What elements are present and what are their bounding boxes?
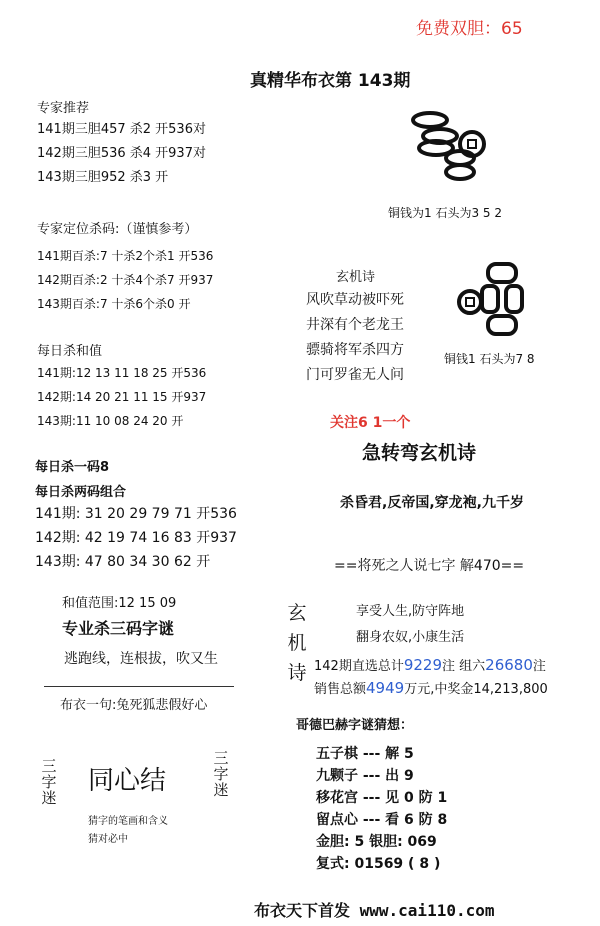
sales-label-c: 注 [532, 659, 546, 674]
goethe-line-3: 移花宫 --- 见 0 防 1 [316, 790, 448, 806]
poem-title: 玄机诗 [336, 270, 376, 285]
three-char-riddle-right: 三字迷 [213, 749, 229, 799]
expert-line-2: 142期三胆536 杀4 开937对 [37, 146, 206, 161]
position-line-1: 141期百杀:7 十杀2个杀1 开536 [37, 249, 214, 263]
coin-stone-illustration-2 [456, 258, 540, 342]
poem-line-3: 骠骑将军杀四方 [306, 342, 404, 358]
sum-line-3: 143期:11 10 08 24 20 开 [37, 414, 184, 428]
expert-heading: 专家推荐 [37, 101, 90, 116]
goethe-line-6: 复式: 01569 ( 8 ) [316, 856, 441, 872]
position-line-2: 142期百杀:2 十杀4个杀7 开937 [37, 273, 214, 287]
goethe-line-2: 九颗子 --- 出 9 [316, 768, 414, 784]
xuanji-line-2: 翻身农奴,小康生活 [356, 630, 465, 645]
expert-line-1: 141期三胆457 杀2 开536对 [37, 122, 206, 137]
riddle-text: 逃跑线，连根拔，吹又生 [64, 651, 218, 667]
sales-label-prize: 万元,中奖金14,213,800 [404, 682, 548, 697]
sales-label-total: 销售总额 [314, 682, 367, 697]
xuanji-line-1: 享受人生,防守阵地 [356, 604, 465, 619]
tongxin-note-1: 猜字的笔画和含义 [88, 816, 168, 827]
sum-line-2: 142期:14 20 21 11 15 开937 [37, 390, 207, 404]
coin-stone-illustration-1 [396, 100, 496, 186]
sales-value-total: 4949 [366, 679, 405, 697]
coins-caption-1: 铜钱为1 石头为3 5 2 [388, 206, 502, 220]
three-char-riddle-left: 三字迷 [41, 757, 57, 807]
poem-line-2: 井深有个老龙王 [306, 317, 404, 333]
kill-line-2: 142期: 42 19 74 16 83 开937 [35, 530, 237, 546]
xuanji-vertical: 玄机诗 [287, 602, 307, 684]
sales-value-group6: 26680 [485, 656, 533, 674]
focus-note: 关注6 1一个 [330, 415, 411, 431]
kill-line-3: 143期: 47 80 34 30 62 开 [35, 554, 211, 570]
kill-two-heading: 每日杀两码组合 [35, 485, 127, 500]
goethe-line-5: 金胆: 5 银胆: 069 [316, 834, 437, 850]
sum-line-1: 141期:12 13 11 18 25 开536 [37, 366, 207, 380]
riddle-title: 专业杀三码字谜 [62, 619, 175, 638]
poem-line-1: 风吹草动被吓死 [306, 292, 404, 308]
free-double-tip: 免费双胆：65 [416, 19, 523, 39]
sales-label-a: 142期直选总计 [314, 659, 404, 674]
footer-link[interactable]: 布衣天下首发 www.cai110.com [254, 901, 495, 920]
page-title: 真精华布衣第 143期 [250, 71, 411, 91]
sales-line-2 [314, 678, 548, 697]
buyi-quote: 布衣一句:兔死狐悲假好心 [60, 698, 208, 713]
sales-line-1 [314, 655, 546, 674]
poem-line-4: 门可罗雀无人问 [306, 367, 404, 383]
dying-words: ==将死之人说七字 解470== [334, 558, 525, 574]
divider [44, 686, 234, 687]
tongxin-title: 同心结 [88, 766, 167, 796]
sharp-turn-line: 杀昏君,反帝国,穿龙袍,九千岁 [340, 495, 524, 511]
sales-label-b: 注 组六 [442, 659, 486, 674]
sharp-turn-title: 急转弯玄机诗 [362, 442, 477, 464]
sales-value-direct: 9229 [403, 656, 443, 674]
sum-range: 和值范围:12 15 09 [62, 596, 177, 611]
kill-one-heading: 每日杀一码8 [35, 460, 110, 475]
kill-line-1: 141期: 31 20 29 79 71 开536 [35, 506, 237, 522]
expert-line-3: 143期三胆952 杀3 开 [37, 170, 169, 185]
goethe-line-1: 五子棋 --- 解 5 [316, 746, 414, 762]
position-line-3: 143期百杀:7 十杀6个杀0 开 [37, 297, 191, 311]
goethe-heading: 哥德巴赫字谜猜想： [296, 718, 414, 733]
position-heading: 专家定位杀码:（谨慎参考） [37, 222, 198, 237]
tongxin-note-2: 猜对必中 [88, 834, 128, 845]
goethe-line-4: 留点心 --- 看 6 防 8 [316, 812, 448, 828]
coins-caption-2: 铜钱1 石头为7 8 [444, 352, 535, 366]
sum-heading: 每日杀和值 [37, 344, 103, 359]
